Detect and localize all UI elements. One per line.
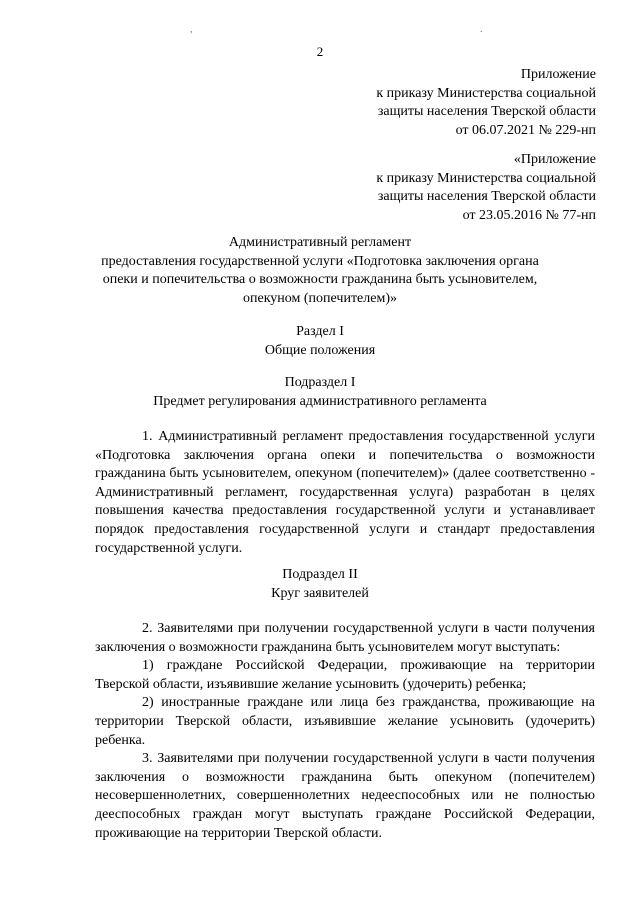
annex-line: защиты населения Тверской области (377, 189, 596, 205)
paragraph-2: 2. Заявителями при получении государственной услуги в части получения заключения о возможности гражданина быть усыновителем могут выступать: (95, 621, 595, 655)
scan-mark: , (190, 24, 193, 35)
annex-line: к приказу Министерства социальной (376, 170, 596, 186)
list-item: 1) граждане Российской Федерации, проживающие на территории Тверской области, изъявившие желание усыновить (удочерить) ребенка; (95, 658, 595, 692)
subsection-heading (80, 374, 560, 411)
paragraph-3: 3. Заявителями при получении государственной услуги в части получения заключения о возможности гражданина быть опекуном (попечителем) несовершеннолетних, совершеннолетних недееспособных или не полностью дееспособных граждан могут выступать граждане Российской Федерации, проживающие на территории Тверской области. (95, 751, 595, 841)
annex-previous (376, 151, 596, 225)
subsection-heading (80, 566, 560, 603)
regulation-title (80, 234, 560, 308)
list-item: 2) иностранные граждане или лица без гражданства, проживающие на территории Тверской области, изъявившие желание усыновить (удочерить) ребенка. (95, 695, 595, 748)
annex-line: «Приложение (513, 152, 596, 167)
title-line: Административный регламент (228, 235, 412, 250)
annex-line: к приказу Министерства социальной (376, 85, 596, 101)
title-line: опеки и попечительства о возможности гражданина быть усыновителем, (102, 272, 538, 288)
annex-line: Приложение (520, 67, 596, 82)
paragraph-block (95, 620, 595, 843)
subsection-title: Предмет регулирования административного регламента (153, 393, 487, 409)
scan-mark: . (480, 24, 483, 35)
annex-line: защиты населения Тверской области (377, 104, 596, 120)
subsection-number: Подраздел I (284, 375, 356, 390)
section-number: Раздел I (296, 324, 344, 339)
section-title: Общие положения (264, 342, 376, 358)
paragraph-1: 1. Административный регламент предоставления государственной услуги «Подготовка заключения органа опеки и попечительства о возможности гражданина быть усыновителем, опекуном (попечителем)» (далее соответственно - Административный регламент, государственная услуга) разработан в целях повышения качества предоставления государственной услуги и устанавливает порядок предоставления государственной услуги и стандарт предоставления государственной услуги. (95, 429, 595, 556)
title-line: опекуном (попечителем)» (243, 290, 397, 306)
annex-line: от 06.07.2021 № 229-нп (455, 122, 596, 138)
page-number: 2 (316, 44, 324, 59)
paragraph-block (95, 428, 595, 558)
subsection-title: Круг заявителей (271, 585, 369, 601)
annex-line: от 23.05.2016 № 77-нп (462, 207, 596, 223)
title-line: предоставления государственной услуги «Подготовка заключения органа (101, 253, 539, 269)
annex-current (376, 66, 596, 140)
section-heading (80, 323, 560, 360)
subsection-number: Подраздел II (282, 567, 358, 582)
